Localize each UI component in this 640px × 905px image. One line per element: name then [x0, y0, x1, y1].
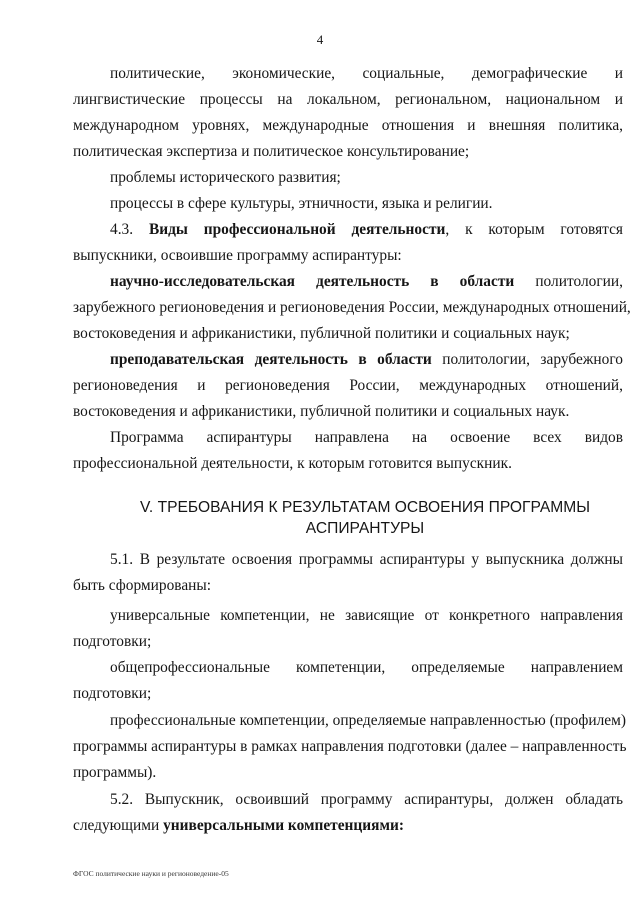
text-line: регионоведения и регионоведения России, международных отношений,	[73, 377, 623, 394]
text-line: подготовки;	[73, 685, 152, 702]
bold-term: преподавательская деятельность в области	[110, 351, 432, 368]
text-line: подготовки;	[73, 633, 152, 650]
bold-term: Виды профессиональной деятельности	[148, 221, 446, 238]
text-line: общепрофессиональные компетенции, определяемые направлением	[110, 659, 623, 676]
heading-line: АСПИРАНТУРЫ	[305, 520, 425, 537]
bold-term: универсальными компетенциями	[163, 817, 399, 834]
text-line: политические, экономические, социальные, демографические и	[110, 65, 623, 82]
text-line: проблемы исторического развития;	[110, 169, 341, 186]
text-line: следующими универсальными компетенциями:	[73, 817, 404, 834]
document-footer: ФГОС политические науки и регионоведение-05	[73, 869, 229, 878]
text-line: лингвистические процессы на локальном, региональном, национальном и	[73, 91, 623, 108]
text-line: 5.1. В результате освоения программы аспирантуры у выпускника должны	[110, 551, 623, 568]
text-line: научно-исследовательская деятельность в области политологии,	[110, 273, 623, 290]
text-line: программы аспирантуры в рамках направления подготовки (далее – направленность	[73, 738, 627, 755]
text-line: выпускники, освоившие программу аспирантуры:	[73, 247, 402, 264]
text-line: программы).	[73, 764, 157, 781]
text-line: международном уровнях, международные отношения и внешняя политика,	[73, 117, 623, 134]
section-4-3-line: 4.3. Виды профессиональной деятельности, к которым готовятся	[110, 221, 623, 238]
page-number: 4	[316, 32, 324, 47]
text-line: 5.2. Выпускник, освоивший программу аспирантуры, должен обладать	[110, 791, 623, 808]
heading-line: V. ТРЕБОВАНИЯ К РЕЗУЛЬТАТАМ ОСВОЕНИЯ ПРОГРАММЫ	[139, 499, 591, 516]
text-line: универсальные компетенции, не зависящие от конкретного направления	[110, 607, 623, 624]
section-heading	[110, 497, 620, 539]
text-line: процессы в сфере культуры, этничности, языка и религии.	[110, 195, 493, 212]
text-line: быть сформированы:	[73, 577, 212, 594]
text-line: преподавательская деятельность в области политологии, зарубежного	[110, 351, 623, 368]
section-number: 4.3.	[110, 221, 134, 238]
text-line: профессиональные компетенции, определяемые направленностью (профилем)	[110, 712, 626, 729]
bold-term: научно-исследовательская деятельность в области	[110, 273, 515, 290]
text-line: востоковедения и африканистики, публичной политики и социальных наук.	[73, 403, 570, 420]
text-line: востоковедения и африканистики, публичной политики и социальных наук;	[73, 325, 570, 342]
text-line: профессиональной деятельности, к которым готовится выпускник.	[73, 455, 512, 472]
text-line: зарубежного регионоведения и регионоведения России, международных отношений,	[73, 299, 631, 316]
text-line: политическая экспертиза и политическое консультирование;	[73, 143, 470, 160]
text-line: Программа аспирантуры направлена на освоение всех видов	[110, 429, 623, 446]
